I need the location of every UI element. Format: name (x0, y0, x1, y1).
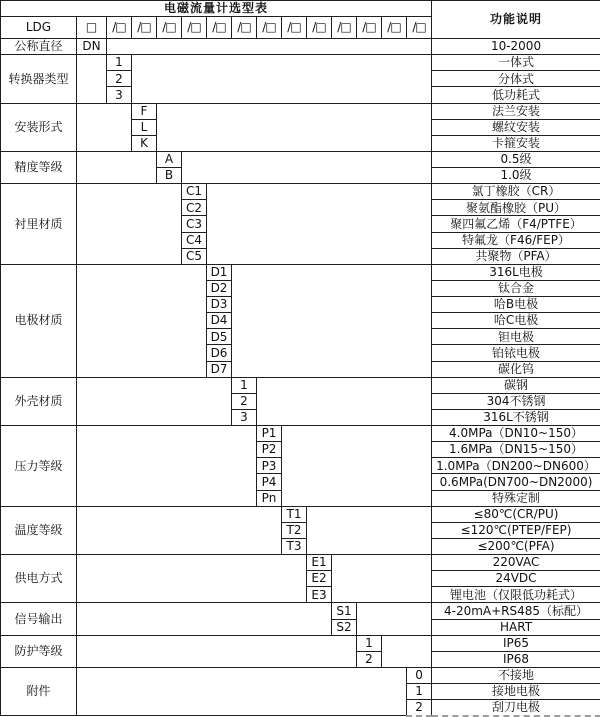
section-label: 信号输出 (1, 603, 77, 635)
empty-cell (107, 39, 432, 55)
section-label: 衬里材质 (1, 184, 77, 265)
code-cell: 0 (407, 667, 432, 683)
model-code-slot: /□ (382, 17, 407, 39)
desc-cell: 220VAC (432, 555, 600, 571)
code-cell: F (132, 103, 157, 119)
code-cell: C5 (182, 248, 207, 264)
desc-cell: 碳化钨 (432, 361, 600, 377)
section-label: 转换器类型 (1, 55, 77, 103)
code-cell: C1 (182, 184, 207, 200)
desc-cell: 铂铱电极 (432, 345, 600, 361)
desc-cell: ≤120℃(PTEP/FEP) (432, 522, 600, 538)
code-cell: 2 (107, 71, 132, 87)
code-cell: D6 (207, 345, 232, 361)
empty-cell (332, 555, 432, 603)
model-code-slot: /□ (207, 17, 232, 39)
section-label-dn: 公称直径 (1, 39, 77, 55)
empty-cell (157, 103, 432, 151)
desc-cell: 4-20mA+RS485（标配） (432, 603, 600, 619)
model-code-slot: /□ (332, 17, 357, 39)
code-cell: S1 (332, 603, 357, 619)
model-code-box: □ (77, 17, 107, 39)
empty-cell (182, 151, 432, 183)
code-cell: 1 (407, 684, 432, 700)
desc-cell: 钛合金 (432, 280, 600, 296)
section-label: 防护等级 (1, 635, 77, 667)
desc-cell: 4.0MPa（DN10~150） (432, 426, 600, 442)
empty-cell (77, 184, 182, 265)
model-code-slot: /□ (132, 17, 157, 39)
empty-cell (77, 667, 407, 715)
desc-cell: 聚四氟乙烯（F4/PTFE） (432, 216, 600, 232)
desc-cell: 0.6MPa(DN700~DN2000) (432, 474, 600, 490)
code-cell: C2 (182, 200, 207, 216)
empty-cell (77, 635, 357, 667)
code-cell: D7 (207, 361, 232, 377)
desc-cell: 碳钢 (432, 377, 600, 393)
code-cell: 1 (357, 635, 382, 651)
model-code-slot: /□ (282, 17, 307, 39)
empty-cell (77, 555, 307, 603)
desc-cell: 聚氨酯橡胶（PU） (432, 200, 600, 216)
desc-cell: 哈C电极 (432, 313, 600, 329)
model-code-slot: /□ (307, 17, 332, 39)
code-cell: P2 (257, 442, 282, 458)
code-cell: D5 (207, 329, 232, 345)
code-cell: P1 (257, 426, 282, 442)
desc-cell: 接地电极 (432, 684, 600, 700)
desc-cell: 1.0级 (432, 168, 600, 184)
model-code-slot: /□ (357, 17, 382, 39)
function-header: 功能说明 (432, 1, 600, 39)
desc-cell: 一体式 (432, 55, 600, 71)
desc-cell: 特殊定制 (432, 490, 600, 506)
desc-cell: IP68 (432, 651, 600, 667)
desc-cell: 共聚物（PFA） (432, 248, 600, 264)
empty-cell (77, 151, 157, 183)
code-cell: L (132, 119, 157, 135)
empty-cell (357, 603, 432, 635)
desc-cell: 0.5级 (432, 151, 600, 167)
desc-cell: 316L不锈钢 (432, 409, 600, 425)
code-cell: A (157, 151, 182, 167)
code-cell: B (157, 168, 182, 184)
section-label: 温度等级 (1, 506, 77, 554)
empty-cell (77, 506, 282, 554)
code-cell: T2 (282, 522, 307, 538)
desc-cell: 24VDC (432, 571, 600, 587)
desc-cell: HART (432, 619, 600, 635)
desc-cell: 钽电极 (432, 329, 600, 345)
code-cell: Pn (257, 490, 282, 506)
code-cell: 2 (357, 651, 382, 667)
desc-cell: 卡箍安装 (432, 135, 600, 151)
empty-cell (77, 426, 257, 507)
empty-cell (77, 377, 232, 425)
desc-cell: 锂电池（仅限低功耗式） (432, 587, 600, 603)
desc-cell: 哈B电极 (432, 297, 600, 313)
desc-cell: 法兰安装 (432, 103, 600, 119)
empty-cell (207, 184, 432, 265)
section-label: 精度等级 (1, 151, 77, 183)
empty-cell (132, 55, 432, 103)
desc-cell: 特氟龙（F46/FEP） (432, 232, 600, 248)
section-label: 附件 (1, 667, 77, 715)
code-cell: 2 (232, 393, 257, 409)
code-cell: 1 (107, 55, 132, 71)
empty-cell (282, 426, 432, 507)
code-cell: D4 (207, 313, 232, 329)
desc-cell: 1.0MPa（DN200~DN600） (432, 458, 600, 474)
section-label: 压力等级 (1, 426, 77, 507)
selection-table-body (1, 1, 600, 716)
empty-cell (77, 103, 132, 151)
code-cell: T1 (282, 506, 307, 522)
section-label: 外壳材质 (1, 377, 77, 425)
empty-cell (307, 506, 432, 554)
desc-cell: 不接地 (432, 667, 600, 683)
code-cell: P3 (257, 458, 282, 474)
code-cell: P4 (257, 474, 282, 490)
empty-cell (257, 377, 432, 425)
section-label: 安装形式 (1, 103, 77, 151)
code-cell: C4 (182, 232, 207, 248)
model-code-slot: /□ (232, 17, 257, 39)
code-cell: E2 (307, 571, 332, 587)
desc-cell: 316L电极 (432, 264, 600, 280)
empty-cell (77, 603, 332, 635)
page-title: 电磁流量计选型表 (1, 1, 432, 17)
desc-cell: 低功耗式 (432, 87, 600, 103)
desc-cell: IP65 (432, 635, 600, 651)
code-cell: E1 (307, 555, 332, 571)
desc-cell: 304不锈钢 (432, 393, 600, 409)
model-code-slot: /□ (257, 17, 282, 39)
code-cell: T3 (282, 538, 307, 554)
model-code-slot: /□ (182, 17, 207, 39)
model-code-slot: /□ (107, 17, 132, 39)
desc-cell: ≤80℃(CR/PU) (432, 506, 600, 522)
desc-cell: 氯丁橡胶（CR） (432, 184, 600, 200)
model-code-slot: /□ (407, 17, 432, 39)
empty-cell (77, 55, 107, 103)
desc-cell: 螺纹安装 (432, 119, 600, 135)
code-cell: E3 (307, 587, 332, 603)
model-code-slot: /□ (157, 17, 182, 39)
empty-cell (382, 635, 432, 667)
desc-cell: 刮刀电极 (432, 700, 600, 716)
code-cell-dn: DN (77, 39, 107, 55)
code-cell: 2 (407, 700, 432, 716)
code-cell: D1 (207, 264, 232, 280)
code-cell: C3 (182, 216, 207, 232)
empty-cell (77, 264, 207, 377)
empty-cell (232, 264, 432, 377)
desc-cell-dn: 10-2000 (432, 39, 600, 55)
section-label: 电极材质 (1, 264, 77, 377)
code-cell: 3 (232, 409, 257, 425)
code-cell: D2 (207, 280, 232, 296)
model-prefix-ldg: LDG (1, 17, 77, 39)
code-cell: 3 (107, 87, 132, 103)
desc-cell: 1.6MPa（DN15~150） (432, 442, 600, 458)
code-cell: D3 (207, 297, 232, 313)
code-cell: 1 (232, 377, 257, 393)
code-cell: S2 (332, 619, 357, 635)
section-label: 供电方式 (1, 555, 77, 603)
code-cell: K (132, 135, 157, 151)
desc-cell: ≤200℃(PFA) (432, 538, 600, 554)
desc-cell: 分体式 (432, 71, 600, 87)
